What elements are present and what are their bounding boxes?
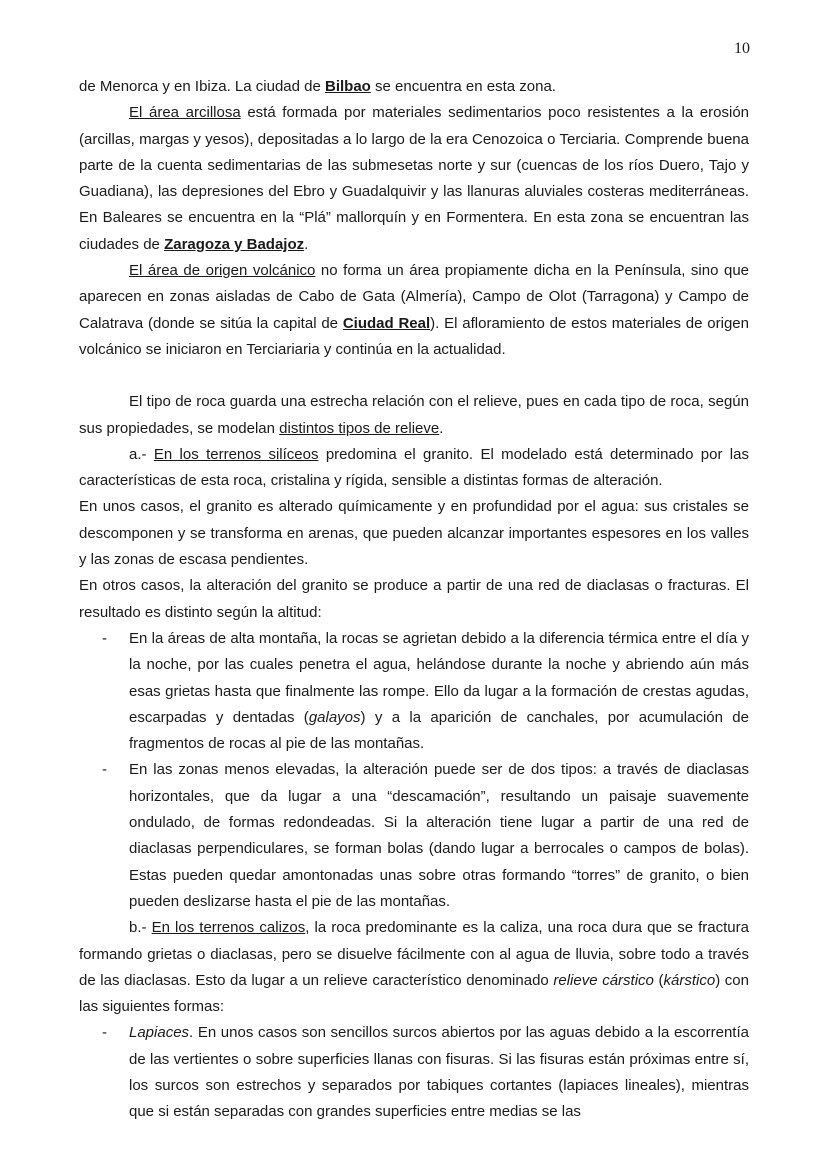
heading-area-volcanica: El área de origen volcánico	[129, 262, 316, 280]
paragraph-granito-casos-2: En otros casos, la alteración del granito se produce a partir de una red de diaclasas o fracturas. El resultado es distinto según la altitud:	[79, 577, 749, 621]
list-item: - En las zonas menos elevadas, la alteración puede ser de dos tipos: a través de diaclasas horizontales, que da lugar a una “descamación”, resultando un paisaje suavemente ondulado, de formas redondeadas. Si la alteración tiene lugar a partir de una red de diaclasas perpendiculares, se forman bolas (dando lugar a berrocales o campos de bolas). Estas pueden quedar amontonadas unas sobre otras formando “torres” de granito, o bien pueden deslizarse hasta el pie de las montañas.	[79, 757, 749, 915]
city-ciudad-real: Ciudad Real	[342, 314, 431, 332]
page-number: 10	[734, 40, 750, 57]
list-formas-karsticas	[79, 1020, 749, 1125]
paragraph-intro: de Menorca y en Ibiza. La ciudad de Bilbao se encuentra en esta zona.	[79, 78, 556, 95]
paragraph-relieve: El tipo de roca guarda una estrecha relación con el relieve, pues en cada tipo de roca, según sus propiedades, se modelan distintos tipos de relieve.	[79, 393, 749, 437]
paragraph-spacer	[79, 363, 749, 389]
paragraph-area-arcillosa: El área arcillosa está formada por materiales sedimentarios poco resistentes a la erosión (arcillas, margas y yesos), depositadas a lo largo de la era Cenozoica o Terciaria. Comprende buena parte de la cuenta sedimentarias de las submesetas norte y sur (cuencas de los ríos Duero, Tajo y Guadiana), las depresiones del Ebro y Guadalquivir y las llanuras aluviales costeras mediterráneas. En Baleares se encuentra en la “Plá” mallorquín y en Formentera. En esta zona se encuentran las ciudades de Zaragoza y Badajoz.	[79, 104, 749, 253]
heading-terrenos-siliceos: En los terrenos silíceos	[153, 445, 319, 463]
paragraph-granito-casos-1: En unos casos, el granito es alterado químicamente y en profundidad por el agua: sus cristales se descomponen y se transforma en arenas, que pueden alcanzar importantes espesores en los valles y las zonas de escasa pendientes.	[79, 498, 749, 569]
list-item: - Lapiaces. En unos casos son sencillos surcos abiertos por las aguas debido a la escorrentía de las vertientes o sobre superficies llanas con fisuras. Si las fisuras están próximas entre sí, los surcos son estrechos y separados por tabiques cortantes (lapiaces lineales), mientras que si están separadas con grandes superficies entre medias se las	[79, 1020, 749, 1125]
heading-tipos-relieve: distintos tipos de relieve	[279, 419, 440, 437]
list-item: - En la áreas de alta montaña, la rocas se agrietan debido a la diferencia térmica entre el día y la noche, por las cuales penetra el agua, helándose durante la noche y abriendo aún más esas grietas hasta que finalmente las rompe. Ello da lugar a la formación de crestas agudas, escarpadas y dentadas (galayos) y a la aparición de canchales, por acumulación de fragmentos de rocas al pie de las montañas.	[79, 626, 749, 757]
list-granito-altitud	[79, 626, 749, 915]
heading-area-arcillosa: El área arcillosa	[129, 104, 241, 122]
heading-terrenos-calizos: En los terrenos calizos	[151, 919, 306, 937]
city-zaragoza-badajoz: Zaragoza y Badajoz	[164, 235, 305, 253]
paragraph-area-volcanica: El área de origen volcánico no forma un área propiamente dicha en la Península, sino que aparecen en zonas aisladas de Cabo de Gata (Almería), Campo de Olot (Tarragona) y Campo de Calatrava (donde se sitúa la capital de Ciudad Real). El afloramiento de estos materiales de origen volcánico se iniciaron en Terciariaria y continúa en la actualidad.	[79, 262, 750, 358]
page-bottom-margin	[0, 1158, 828, 1171]
paragraph-terrenos-calizos: b.- En los terrenos calizos, la roca predominante es la caliza, una roca dura que se fractura formando grietas o diaclasas, pero se disuelve fácilmente con al agua de lluvia, sobre todo a través de las diaclasas. Esto da lugar a un relieve característico denominado relieve cárstico (kárstico) con las siguientes formas:	[79, 919, 749, 1016]
city-bilbao: Bilbao	[325, 78, 371, 95]
paragraph-terrenos-siliceos: a.- En los terrenos silíceos predomina el granito. El modelado está determinado por las características de esta roca, cristalina y rígida, sensible a distintas formas de alteración.	[79, 445, 749, 490]
document-body	[79, 74, 749, 1126]
